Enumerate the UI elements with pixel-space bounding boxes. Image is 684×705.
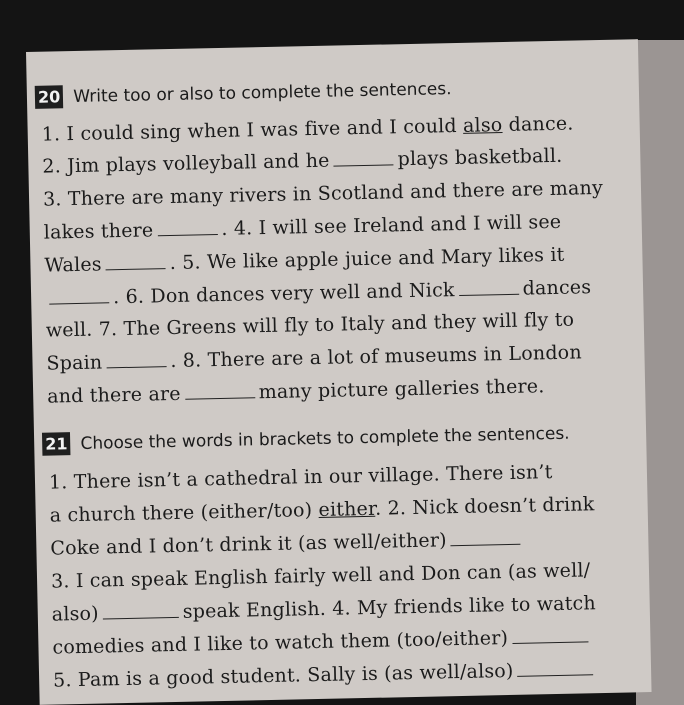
ex21-line-7: 5. Pam is a good student. Sally is (as well/also)	[53, 658, 598, 691]
exercise-21-instruction: Choose the words in brackets to complete the sentences.	[80, 423, 570, 454]
exercise-21-heading	[42, 422, 570, 456]
exercise-21-number: 21	[42, 432, 71, 456]
answer-either: either	[318, 497, 376, 521]
textbook-page	[26, 39, 652, 705]
ex21-line-4: 3. I can speak English fairly well and Don can (as well/	[50, 559, 591, 593]
exercise-20-instruction: Write too or also to complete the sentences.	[73, 79, 452, 108]
ex21-line-3: Coke and I don’t drink it (as well/either)	[50, 528, 525, 560]
blank[interactable]	[106, 267, 166, 270]
ex21-line-2: a church there (either/too) either. 2. Nick doesn’t drink	[49, 493, 595, 527]
blank[interactable]	[157, 233, 217, 236]
blank[interactable]	[459, 293, 519, 296]
blank[interactable]	[512, 640, 588, 644]
blank[interactable]	[103, 616, 179, 620]
ex20-line-7: well. 7. The Greens will fly to Italy and they will fly to	[45, 308, 575, 342]
ex20-line-2: 2. Jim plays volleyball and he plays basketball.	[42, 144, 563, 178]
blank[interactable]	[334, 163, 394, 166]
answer-also: also	[462, 114, 503, 137]
ex21-line-1: 1. There isn’t a cathedral in our village. There isn’t	[48, 461, 553, 494]
blank[interactable]	[185, 396, 255, 399]
blank[interactable]	[518, 673, 594, 677]
ex20-line-9: and there are many picture galleries there.	[46, 375, 545, 408]
ex21-line-5: also) speak English. 4. My friends like to watch	[51, 592, 597, 626]
blank[interactable]	[106, 365, 166, 368]
ex20-line-6: . 6. Don dances very well and Nick dances	[45, 276, 591, 309]
ex20-line-3: 3. There are many rivers in Scotland and there are many	[42, 176, 604, 211]
ex20-line-1: 1. I could sing when I was five and I could also dance.	[41, 112, 574, 146]
ex20-line-8: Spain . 8. There are a lot of museums in London	[46, 341, 582, 375]
ex20-line-5: Wales . 5. We like apple juice and Mary likes it	[44, 243, 565, 277]
ex21-line-6: comedies and I like to watch them (too/either)	[52, 625, 592, 658]
blank[interactable]	[49, 301, 109, 304]
exercise-20-heading	[35, 77, 452, 109]
ex20-line-4: lakes there . 4. I will see Ireland and I will see	[43, 210, 562, 244]
exercise-20-number: 20	[35, 85, 64, 109]
blank[interactable]	[451, 543, 521, 546]
